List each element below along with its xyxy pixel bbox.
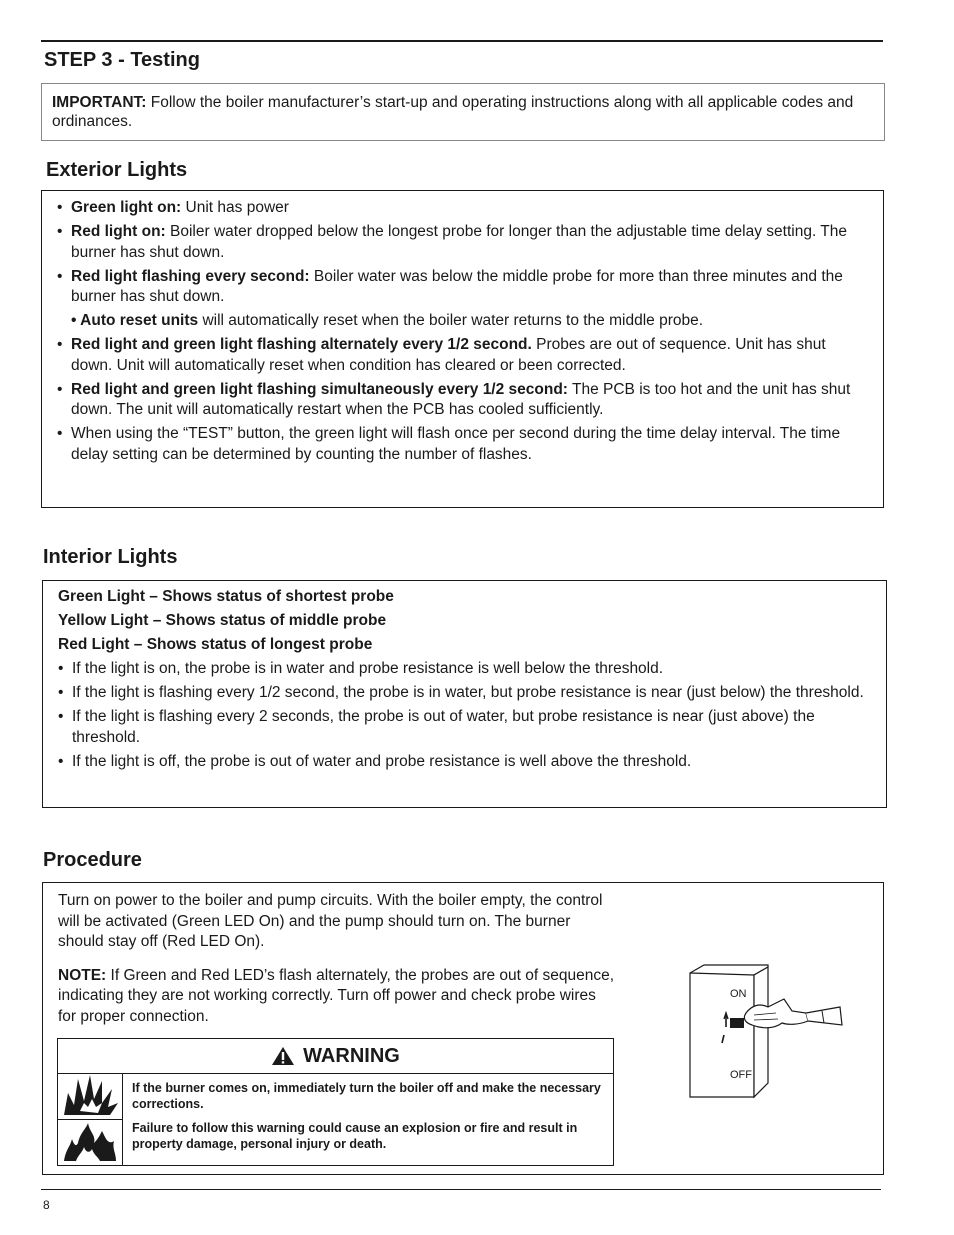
item-text: The PCB is too hot and the unit has shut down. The unit will automatically restart when the PCB has cooled sufficiently. [71, 380, 851, 418]
warning-header [58, 1039, 613, 1074]
interior-lights-list [58, 659, 874, 772]
warning-box [57, 1038, 614, 1166]
item-text: When using the “TEST” button, the green light will flash once per second during the time delay interval. The time delay setting can be determined by counting the number of flashes. [71, 425, 841, 463]
list-item: • If the light is flashing every 1/2 second, the probe is in water, but probe resistance is near (just below) the threshold. [58, 683, 874, 704]
item-text: Boiler water was below the middle probe for more than three minutes and the burner has shut down. [71, 267, 843, 305]
note-text: If Green and Red LED’s flash alternately, the probes are out of sequence, indicating they are not working correctly. Turn off power and check probe wires for proper connection. [58, 966, 615, 1025]
page-number: 8 [43, 1198, 50, 1212]
power-switch-illustration [688, 963, 848, 1103]
item-bold: • Auto reset units [71, 312, 199, 329]
item-text: Unit has power [185, 199, 289, 216]
item-bold: Green light on: [71, 199, 182, 216]
important-notice [41, 83, 885, 141]
warning-title: WARNING [303, 1044, 400, 1067]
interior-lights-title: Interior Lights [43, 546, 178, 568]
red-light-header: Red Light – Shows status of longest probe [58, 636, 373, 653]
procedure-note [58, 966, 618, 1028]
exterior-lights-title: Exterior Lights [46, 159, 188, 181]
switch-on-label: ON [730, 988, 747, 1000]
warning-line-1: If the burner comes on, immediately turn the boiler off and make the necessary corrections. [132, 1081, 601, 1111]
list-item: • If the light is off, the probe is out of water and probe resistance is well above the threshold. [58, 752, 874, 773]
item-bold: Red light on: [71, 223, 166, 240]
list-item [57, 335, 871, 376]
step-title: STEP 3 - Testing [44, 49, 200, 71]
list-item [57, 424, 871, 465]
fire-icon [58, 1119, 122, 1165]
warning-body [132, 1080, 602, 1160]
item-bold: Red light and green light flashing alternately every 1/2 second. [71, 336, 532, 353]
list-item: • If the light is on, the probe is in water and probe resistance is well below the threshold. [58, 659, 874, 680]
item-text: Probes are out of sequence. Unit has shut down. Unit will automatically reset when condition has cleared or been corrected. [71, 336, 826, 374]
explosion-icon [58, 1073, 122, 1120]
procedure-title: Procedure [43, 849, 142, 871]
interior-lights-box [42, 580, 887, 808]
warning-icons [58, 1073, 123, 1165]
list-item [57, 267, 871, 308]
important-label: IMPORTANT: [52, 94, 147, 111]
yellow-light-header: Yellow Light – Shows status of middle probe [58, 612, 387, 629]
green-light-header: Green Light – Shows status of shortest probe [58, 588, 394, 605]
note-label: NOTE: [58, 966, 107, 984]
exterior-lights-list [57, 198, 871, 465]
bottom-rule [41, 1189, 881, 1190]
list-item [57, 311, 871, 332]
warning-line-2: Failure to follow this warning could cause an explosion or fire and result in property damage, personal injury or death. [132, 1121, 578, 1151]
item-bold: Red light flashing every second: [71, 267, 310, 285]
list-item [57, 198, 871, 219]
item-bold: Red light and green light flashing simultaneously every 1/2 second: [71, 380, 568, 398]
procedure-text [58, 891, 618, 1040]
list-item [57, 380, 871, 421]
procedure-box [42, 882, 884, 1175]
list-item: • If the light is flashing every 2 seconds, the probe is out of water, but probe resistance is near (just above) the threshold. [58, 707, 874, 748]
list-item [57, 222, 871, 263]
important-text: Follow the boiler manufacturer’s start-up and operating instructions along with all applicable codes and ordinances. [52, 94, 854, 130]
warning-triangle-icon [271, 1046, 295, 1066]
top-rule [41, 40, 883, 42]
exterior-lights-box [41, 190, 884, 508]
procedure-paragraph: Turn on power to the boiler and pump circuits. With the boiler empty, the control will be activated (Green LED On) and the pump should turn on. The burner should stay off (Red LED On). [58, 892, 603, 950]
item-text: will automatically reset when the boiler water returns to the middle probe. [202, 312, 704, 329]
item-text: Boiler water dropped below the longest probe for longer than the adjustable time delay setting. The burner has shut down. [71, 223, 847, 261]
switch-off-label: OFF [730, 1069, 752, 1081]
